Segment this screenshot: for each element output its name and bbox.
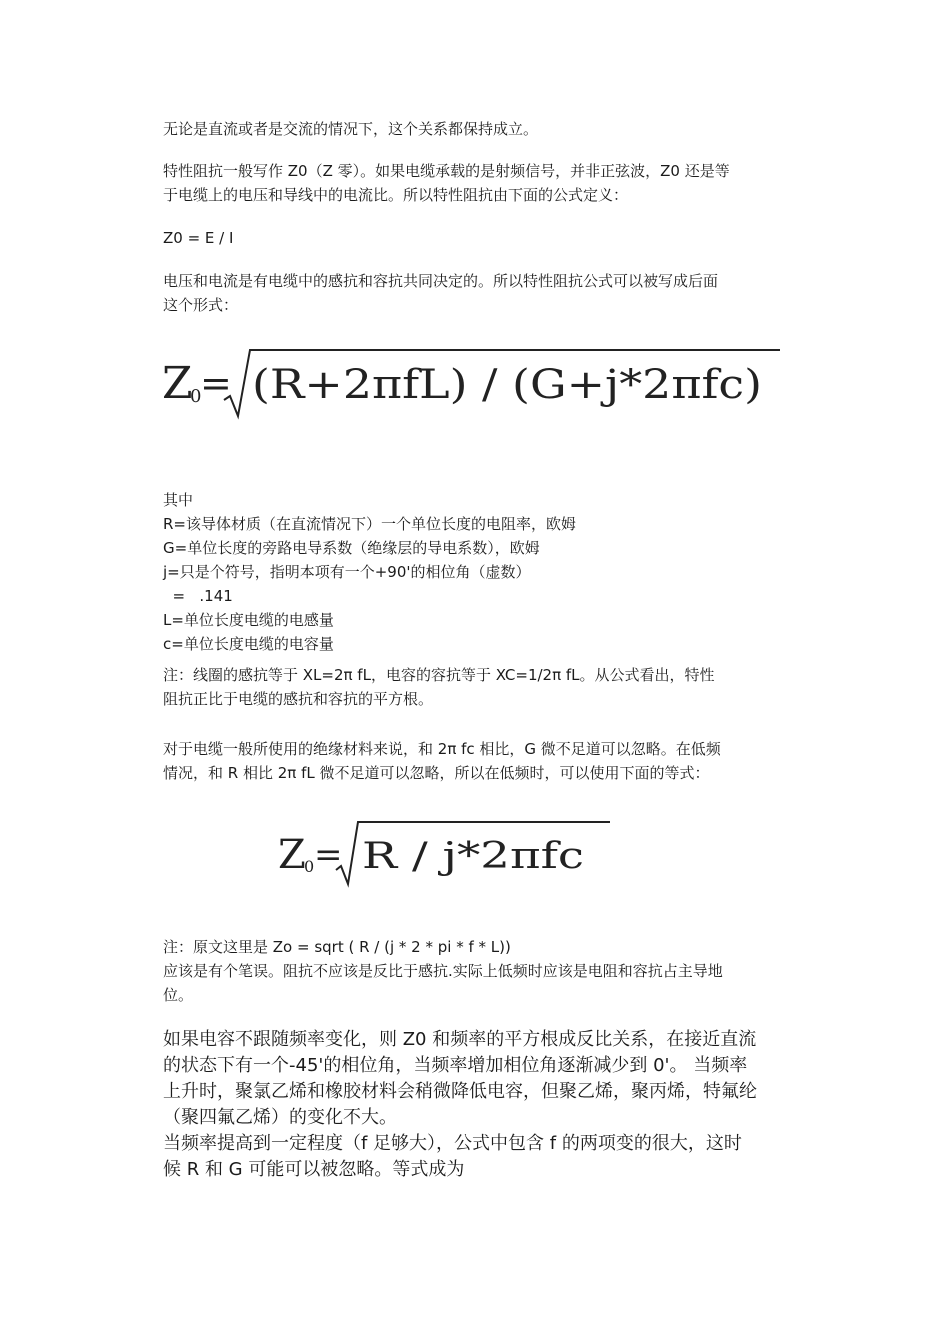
text-line: 对于电缆一般所使用的绝缘材料来说，和 2π fc 相比，G 微不足道可以忽略。在低频 <box>163 740 721 758</box>
formula-characteristic-impedance <box>160 340 790 430</box>
definition-G: G=单位长度的旁路电导系数（绝缘层的导电系数），欧姆 <box>163 539 540 557</box>
formula-1-graphic <box>160 340 790 430</box>
definition-pi: = .141 <box>163 587 233 605</box>
definitions-block <box>163 488 793 656</box>
paragraph-4 <box>163 269 793 317</box>
text-line: 如果电容不跟随频率变化，则 Z0 和频率的平方根成反比关系，在接近直流 <box>163 1029 757 1050</box>
formula-ze-text <box>163 226 793 250</box>
text-line: 无论是直流或者是交流的情况下，这个关系都保持成立。 <box>163 120 539 138</box>
formula-2-lhs: Z <box>278 832 306 878</box>
text-line: 应该是有个笔误。阻抗不应该是反比于感抗.实际上低频时应该是电阻和容抗占主导地 <box>163 962 723 980</box>
definition-L: L=单位长度电缆的电感量 <box>163 611 334 629</box>
formula-2-sub: 0 <box>304 857 315 876</box>
text-line: 于电缆上的电压和导线中的电流比。所以特性阻抗由下面的公式定义： <box>163 186 629 204</box>
paragraph-2 <box>163 159 793 207</box>
note-1 <box>163 663 793 711</box>
formula-2-graphic <box>276 812 616 892</box>
formula-1-body: (R+2πfL) / (G+j*2πfc) <box>252 362 762 408</box>
text-line: 注：原文这里是 Zo = sqrt ( R / (j * 2 * pi * f * L)) <box>163 938 511 956</box>
note-2 <box>163 935 793 1007</box>
text-line: 当频率提高到一定程度（f 足够大），公式中包含 f 的两项变的很大，这时 <box>163 1133 742 1154</box>
text-line: 注：线圈的感抗等于 XL=2π fL，电容的容抗等于 XC=1/2π fL。从公式看出，特性 <box>163 666 715 684</box>
formula-2-body: R / j*2πfc <box>362 836 584 877</box>
where-label: 其中 <box>163 491 194 509</box>
text-line: Z0 = E / I <box>163 229 234 247</box>
text-line: 情况，和 R 相比 2π fL 微不足道可以忽略，所以在低频时，可以使用下面的等式： <box>163 764 710 782</box>
text-line: 这个形式： <box>163 296 239 314</box>
paragraph-5 <box>163 737 793 785</box>
definition-j: j=只是个符号，指明本项有一个+90'的相位角（虚数） <box>163 563 531 581</box>
paragraph-6 <box>163 1027 788 1131</box>
paragraph-7 <box>163 1131 788 1183</box>
formula-2-eq: = <box>314 835 343 875</box>
definition-c: c=单位长度电缆的电容量 <box>163 635 334 653</box>
text-line: 上升时，聚氯乙烯和橡胶材料会稍微降低电容，但聚乙烯，聚丙烯，特氟纶 <box>163 1081 757 1102</box>
text-line: 候 R 和 G 可能可以被忽略。等式成为 <box>163 1159 465 1180</box>
formula-1-eq: = <box>200 361 232 405</box>
text-line: 阻抗正比于电缆的感抗和容抗的平方根。 <box>163 690 434 708</box>
text-line: 位。 <box>163 986 194 1004</box>
definition-R: R=该导体材质（在直流情况下）一个单位长度的电阻率，欧姆 <box>163 515 576 533</box>
text-line: 特性阻抗一般写作 Z0（Z 零）。如果电缆承载的是射频信号，并非正弦波，Z0 还是等 <box>163 162 730 180</box>
formula-1-lhs: Z <box>162 358 193 409</box>
text-line: 电压和电流是有电缆中的感抗和容抗共同决定的。所以特性阻抗公式可以被写成后面 <box>163 272 719 290</box>
text-line: （聚四氟乙烯）的变化不大。 <box>163 1107 397 1128</box>
formula-1-sub: 0 <box>190 386 202 407</box>
formula-low-frequency <box>276 812 616 892</box>
text-line: 的状态下有一个-45'的相位角，当频率增加相位角逐渐减少到 0'。 当频率 <box>163 1055 748 1076</box>
paragraph-1 <box>163 117 793 141</box>
